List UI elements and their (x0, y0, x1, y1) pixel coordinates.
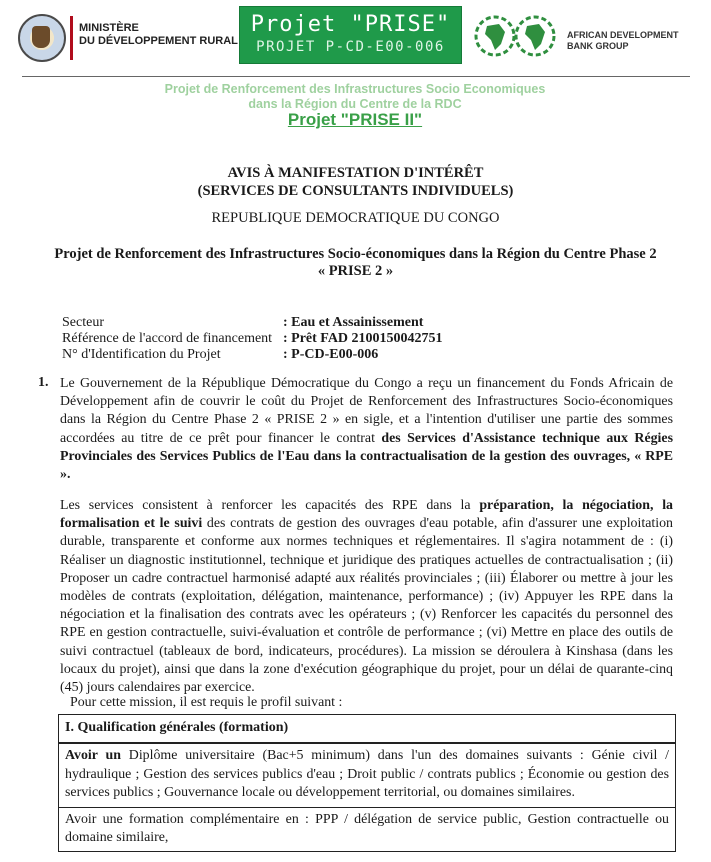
banner-project-code: PROJET P-CD-E00-006 (256, 39, 445, 55)
ministry-line-1: MINISTÈRE (79, 22, 139, 34)
paragraph-1-text: Le Gouvernement de la République Démocratique du Congo a reçu un financement du Fonds Africain de Développement afin de couvrir le coût du Projet de Renforcement des Infrastructures Socio-économiques dans la Région du Centre Phase 2 « PRISE 2 » en sigle, et a l'intention d'utiliser une partie des sommes accordées au titre de ce prêt pour financer le contrat (60, 376, 673, 446)
drc-coat-of-arms-logo (18, 14, 66, 62)
paragraph-1 (60, 375, 673, 484)
qualification-row-training: Avoir une formation complémentaire en : PPP / délégation de service public, Gestion contractuelle ou domaine similaire, (59, 807, 675, 852)
ministry-divider-bar (70, 16, 73, 60)
country-name: REPUBLIQUE DEMOCRATIQUE DU CONGO (211, 210, 500, 226)
project-fullname-line-1: Projet de Renforcement des Infrastructures Socio Economiques (164, 82, 546, 96)
project-short-name: Projet "PRISE II" (287, 110, 423, 129)
project-title-line-2: « PRISE 2 » (317, 263, 394, 279)
paragraph-2-bold-text: préparation, la négociation, la formalisation et le suivi (60, 498, 673, 532)
qualification-table-heading: I. Qualification générales (formation) (65, 720, 289, 735)
qualification-row-degree-bold: Avoir un (65, 748, 121, 764)
paragraph-2-text-b: des contrats de gestion des ouvrages d'eau potable, afin d'assurer une exploitation durable, transparente et conforme aux normes techniques et réglementaires. Il s'agira notamment de : (i) Réaliser un diagnostic institutionnel, technique et juridique des pratiques actuelles de contractualisation ; (ii) Proposer un cadre contractuel harmonisé adapté aux réalités provinciales ; (iii) Élaborer ou mettre à jour les modèles de contrats (exploitation, délégation, maintenance, performance) ; (iv) Appuyer les RPE dans la négociation et la finalisation des contrats avec les opérateurs ; (v) Renforcer les capacités du personnel des RPE en gestion contractuelle, suivi-évaluation et contrôle de performance ; (vi) Mettre en place des outils de suivi contractuel (tableaux de bord, indicateurs, procédures). La mission se déroulera à Kinshasa (dans les locaux du projet), ainsi que dans la zone d'exécution géographique du projet, pour un délai de quarante-cinq (45) jours calendaires par exercice. (60, 516, 673, 696)
prise-banner (239, 6, 462, 64)
qualification-table (58, 714, 676, 852)
afdb-logo-icon (473, 14, 565, 58)
afdb-line-2: BANK GROUP (567, 41, 629, 51)
notice-title: AVIS À MANIFESTATION D'INTÉRÊT (227, 165, 484, 181)
paragraph-2-text-a: Les services consistent à renforcer les capacités des RPE dans la (60, 498, 480, 513)
info-label-project-id: N° d'Identification du Projet (62, 347, 221, 362)
afdb-name (567, 30, 679, 52)
qualification-row-degree-text: Diplôme universitaire (Bac+5 minimum) dans l'un des domaines suivants : Génie civil / hydraulique ; Gestion des services publics d'eau ; Droit public / contrats publics ; Économie ou gestion des services publics ; Gouvernance locale ou développement territorial, ou domaines similaires. (65, 748, 669, 801)
info-value-financing-ref: : Prêt FAD 2100150042751 (283, 331, 443, 346)
ministry-name (79, 22, 238, 48)
profile-intro: Pour cette mission, il est requis le profil suivant : (70, 695, 343, 710)
paragraph-1-bold-text: des Services d'Assistance technique aux Régies Provinciales des Services Publics de l'Eau dans la contractualisation de la gestion des ouvrages, « RPE ». (60, 430, 673, 483)
info-value-project-id: : P-CD-E00-006 (283, 347, 379, 362)
info-label-sector: Secteur (62, 315, 104, 330)
qualification-row-degree (59, 742, 675, 806)
paragraph-number: 1. (38, 375, 49, 390)
project-fullname-line-2: dans la Région du Centre de la RDC (248, 97, 462, 111)
info-value-sector: : Eau et Assainissement (283, 315, 424, 330)
paragraph-2 (60, 497, 673, 697)
notice-subtitle: (SERVICES DE CONSULTANTS INDIVIDUELS) (197, 183, 514, 199)
project-title-line-1: Projet de Renforcement des Infrastructures Socio-économiques dans la Région du Centre Phase 2 (54, 246, 657, 262)
info-label-financing-ref: Référence de l'accord de financement (62, 331, 273, 346)
header-divider (22, 76, 690, 77)
banner-title: Projet "PRISE" (250, 12, 451, 37)
ministry-line-2: DU DÉVELOPPEMENT RURAL (79, 35, 238, 47)
afdb-line-1: AFRICAN DEVELOPMENT (567, 30, 679, 40)
